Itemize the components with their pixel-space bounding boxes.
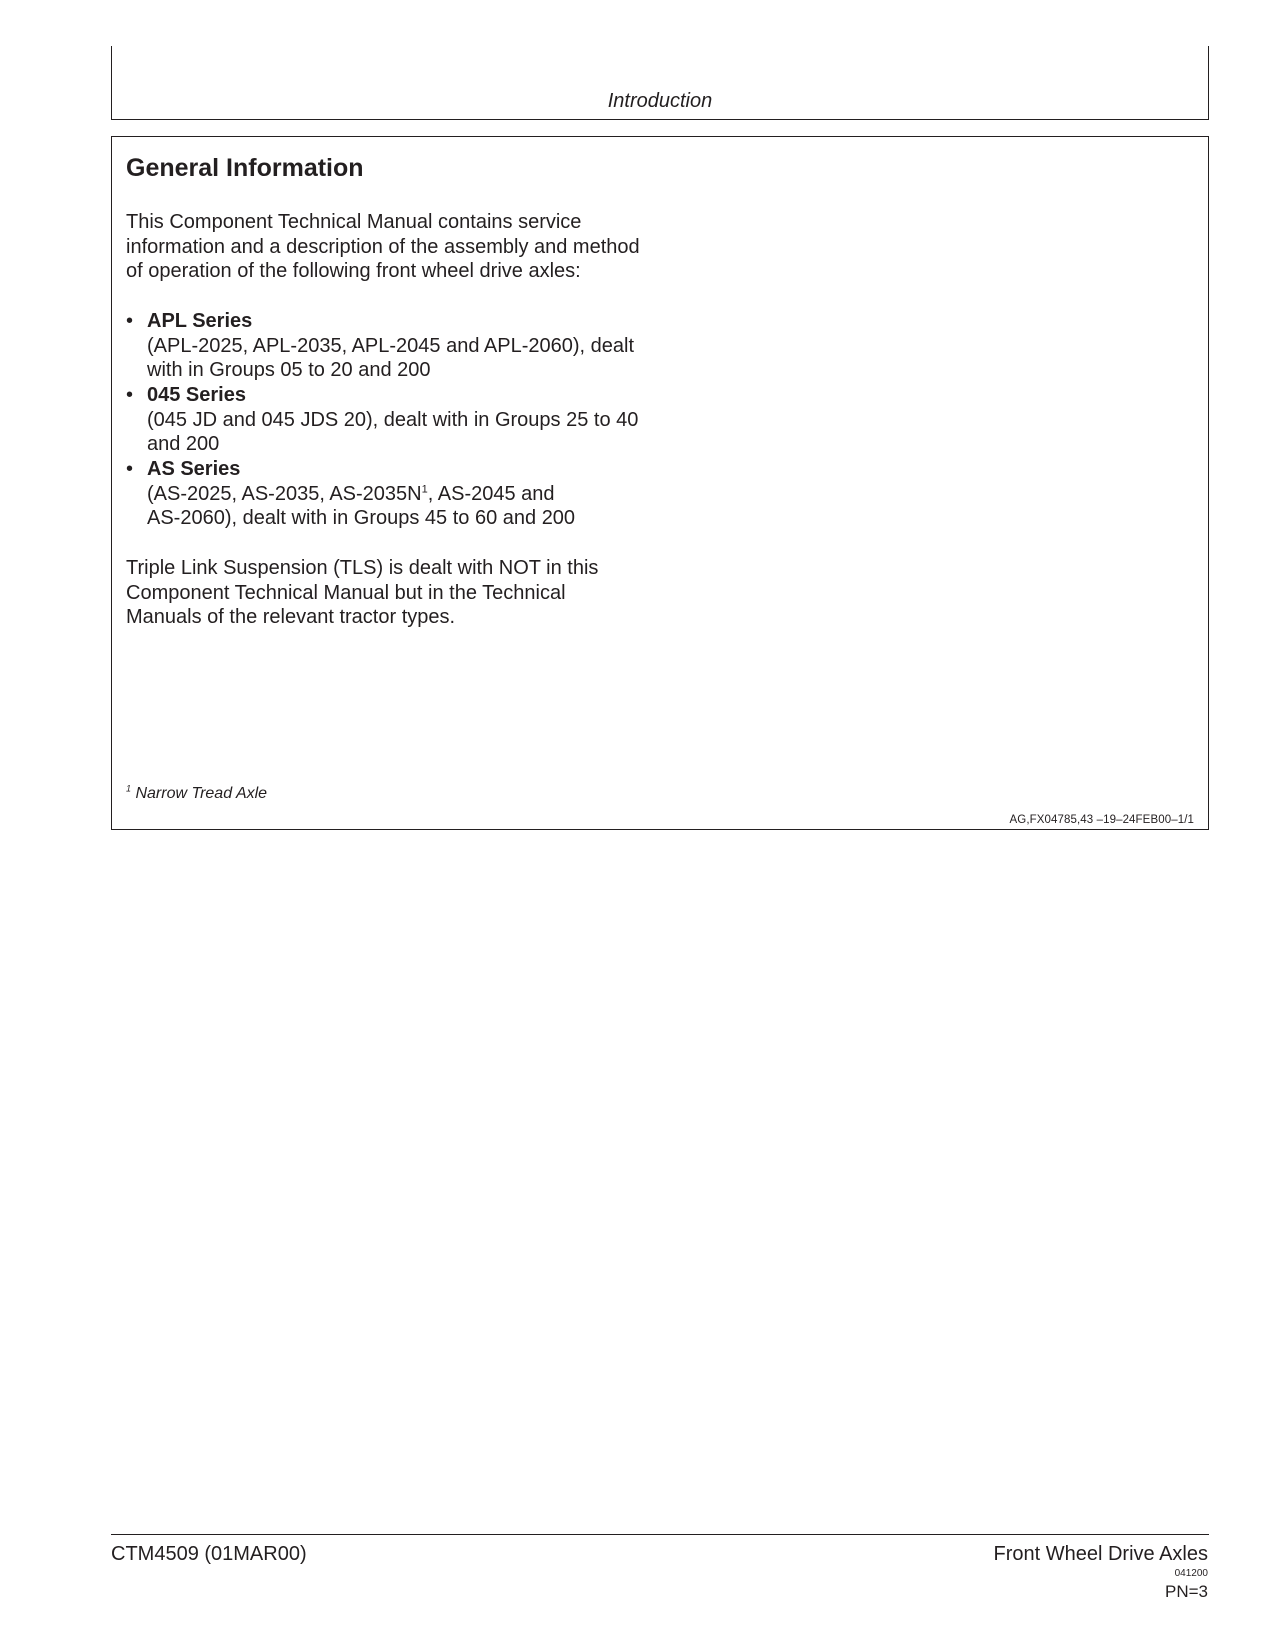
- document-id: CTM4509 (01MAR00): [111, 1543, 307, 1565]
- body-text: [126, 210, 686, 630]
- tls-note-line: Component Technical Manual but in the Technical: [126, 581, 566, 604]
- header-bottom-rule: [111, 119, 1209, 120]
- series-detail: (AS-2025, AS-2035, $AS-2035N^1$, AS-2045 and: [147, 482, 555, 505]
- page-number: PN=3: [1165, 1582, 1208, 1601]
- footnote-text: Narrow Tread Axle: [135, 785, 268, 802]
- series-name: 045 Series: [147, 383, 246, 406]
- bullet-icon: •: [126, 458, 134, 481]
- series-detail: with in Groups 05 to 20 and 200: [147, 359, 431, 382]
- bullet-icon: •: [126, 383, 134, 406]
- list-item-apl-series: [126, 309, 686, 383]
- footnote-mark: 1: [126, 783, 132, 794]
- tls-note-line: Manuals of the relevant tractor types.: [126, 606, 456, 629]
- footer-rule: [111, 1534, 1209, 1535]
- intro-line: of operation of the following front wheel drive axles:: [126, 260, 581, 283]
- list-item-045-series: [126, 383, 686, 457]
- reference-code: AG,FX04785,43 –19–24FEB00–1/1: [1009, 814, 1194, 826]
- intro-line: This Component Technical Manual contains service: [126, 211, 582, 233]
- document-title: Front Wheel Drive Axles: [993, 1543, 1208, 1565]
- series-detail: (APL-2025, APL-2035, APL-2045 and APL-2060), dealt: [147, 334, 635, 357]
- list-item-as-series: [126, 457, 686, 531]
- page-heading: General Information: [126, 154, 364, 182]
- series-name: APL Series: [147, 309, 253, 332]
- footnote: [126, 785, 267, 803]
- revision-code: 041200: [1174, 1568, 1208, 1579]
- series-detail: AS-2060), dealt with in Groups 45 to 60 and 200: [147, 507, 576, 530]
- bullet-icon: •: [126, 309, 134, 332]
- content-box: [111, 136, 1209, 830]
- section-title: Introduction: [607, 90, 713, 112]
- series-detail: and 200: [147, 433, 220, 456]
- series-name: AS Series: [147, 458, 241, 481]
- intro-line: information and a description of the assembly and method: [126, 235, 640, 258]
- tls-note-line: Triple Link Suspension (TLS) is dealt with NOT in this: [126, 556, 599, 579]
- series-detail: (045 JD and 045 JDS 20), dealt with in Groups 25 to 40: [147, 408, 639, 431]
- footnote-ref: 1: [421, 483, 428, 496]
